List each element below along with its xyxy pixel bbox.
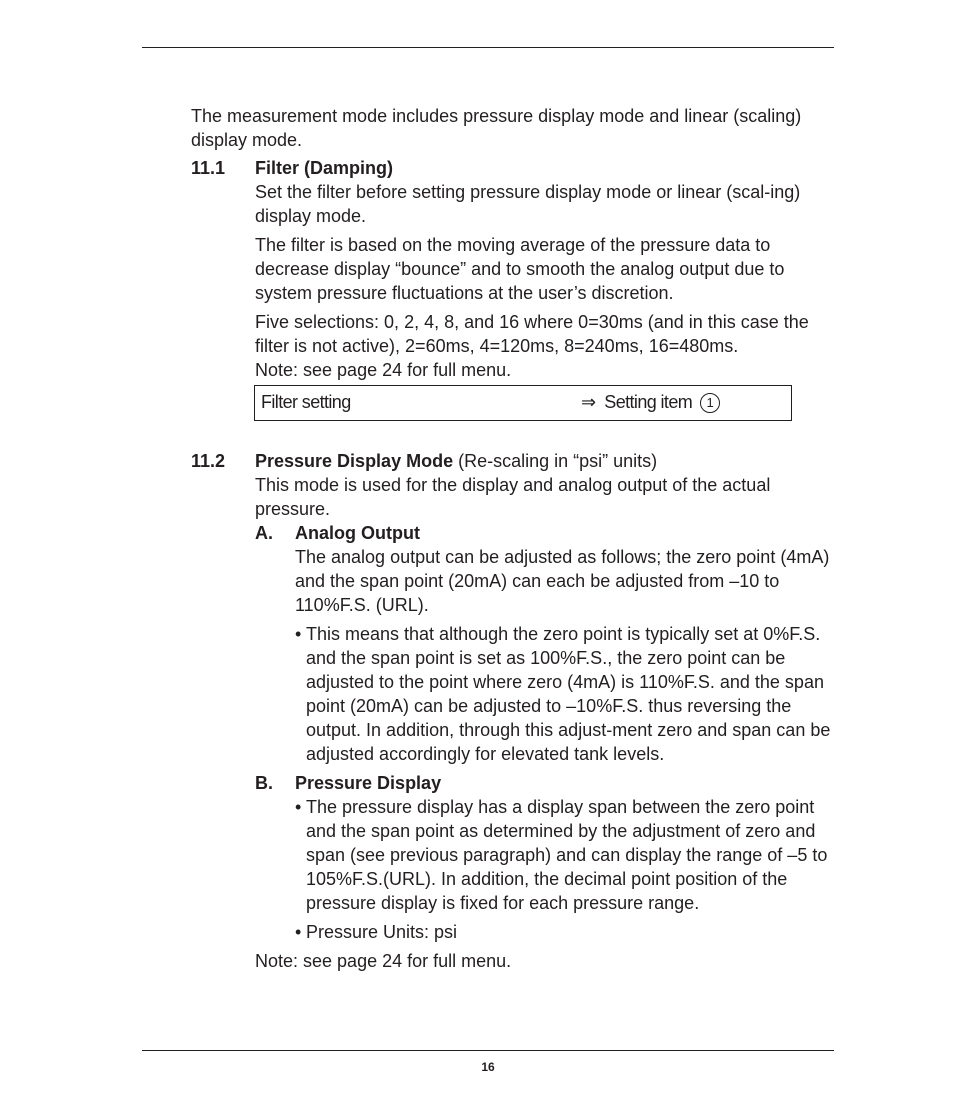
section-11-1-note: Note: see page 24 for full menu. bbox=[255, 360, 512, 380]
setting-item-text: Setting item bbox=[604, 392, 693, 412]
section-title: Pressure Display Mode bbox=[255, 451, 454, 471]
subsection-a-bullet bbox=[191, 622, 831, 766]
section-11-1-paragraph-3: Five selections: 0, 2, 4, 8, and 16 where 0=30ms (and in this case the filter is not active), 2=60ms, 4=120ms, 8=240ms, 16=480ms. bbox=[255, 312, 809, 356]
setting-box-label: Filter setting bbox=[261, 392, 351, 412]
subsection-b-bullet-2 bbox=[191, 920, 831, 944]
setting-box-value bbox=[581, 390, 720, 414]
subsection-b-bullet-1 bbox=[191, 795, 831, 915]
bullet-text: This means that although the zero point is typically set at 0%F.S. and the span point is set as 100%F.S., the zero point can be adjusted to the point where zero (4mA) is 110%F.S. and the span point (20mA) can be adjusted to –10%F.S. thus reversing the output. In addition, through this adjust-ment zero and span can be adjusted accordingly for elevated tank levels. bbox=[306, 624, 831, 764]
subsection-a-paragraph: The analog output can be adjusted as follows; the zero point (4mA) and the span point (20mA) can each be adjusted from –10 to 110%F.S. (URL). bbox=[295, 547, 830, 615]
bullet-icon: • bbox=[295, 624, 302, 644]
section-title-suffix: (Re-scaling in “psi” units) bbox=[458, 451, 658, 471]
intro-paragraph: The measurement mode includes pressure display mode and linear (scaling) display mode. bbox=[191, 106, 802, 150]
bullet-icon: • bbox=[295, 922, 302, 942]
subsection-title: Pressure Display bbox=[295, 773, 442, 793]
section-11-1-paragraph-1: Set the filter before setting pressure display mode or linear (scal-ing) display mode. bbox=[255, 182, 801, 226]
subsection-b-heading bbox=[191, 771, 831, 795]
section-11-1-heading bbox=[191, 156, 831, 180]
section-number: 11.2 bbox=[191, 451, 226, 471]
subsection-letter: A. bbox=[255, 523, 273, 543]
circled-number-marker: 1 bbox=[700, 393, 720, 413]
filter-setting-box bbox=[254, 385, 792, 421]
subsection-letter: B. bbox=[255, 773, 273, 793]
subsection-title: Analog Output bbox=[295, 523, 420, 543]
arrow-icon: ⇒ bbox=[581, 392, 596, 412]
section-11-2-note: Note: see page 24 for full menu. bbox=[255, 951, 512, 971]
section-number: 11.1 bbox=[191, 158, 226, 178]
section-11-2-heading bbox=[191, 449, 831, 473]
bullet-icon: • bbox=[295, 797, 302, 817]
section-11-2-paragraph-1: This mode is used for the display and analog output of the actual pressure. bbox=[255, 475, 771, 519]
section-11-1-paragraph-2: The filter is based on the moving average of the pressure data to decrease display “bounce” and to smooth the analog output due to system pressure fluctuations at the user’s discretion. bbox=[255, 235, 785, 303]
footer-rule bbox=[142, 1050, 834, 1051]
page-number: 16 bbox=[481, 1060, 495, 1074]
header-rule bbox=[142, 47, 834, 48]
section-title: Filter (Damping) bbox=[255, 158, 393, 178]
bullet-text: Pressure Units: psi bbox=[306, 922, 458, 942]
bullet-text: The pressure display has a display span between the zero point and the span point as determined by the adjustment of zero and span (see previous paragraph) and can display the range of –5 to 105%F.S.(URL). In addition, the decimal point position of the pressure display is fixed for each pressure range. bbox=[306, 797, 828, 913]
page-content bbox=[191, 104, 831, 973]
subsection-a-heading bbox=[191, 521, 831, 545]
